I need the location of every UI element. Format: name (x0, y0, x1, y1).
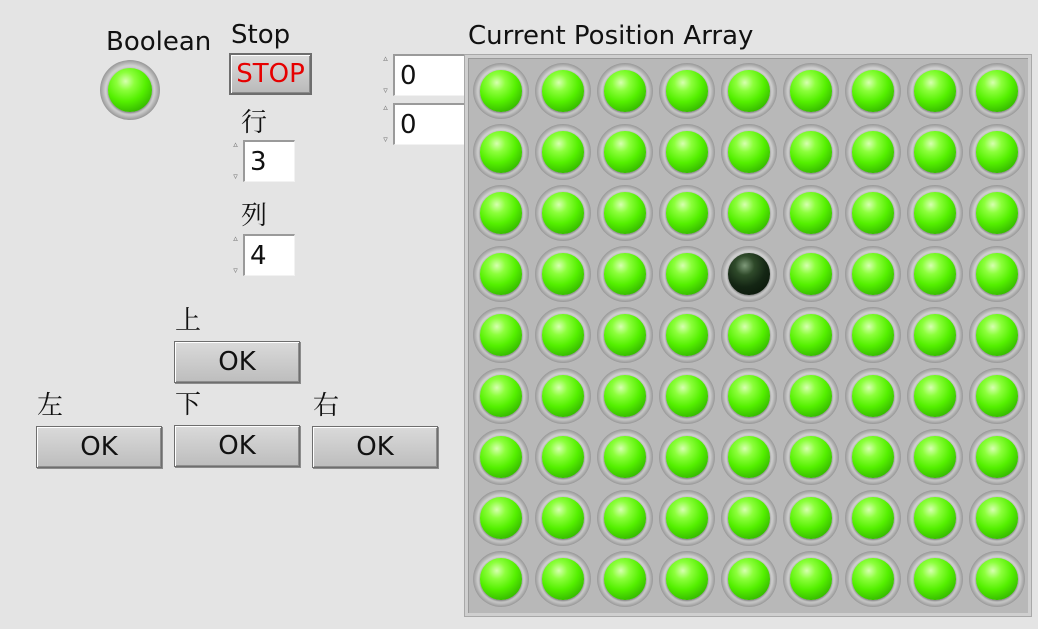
led-indicator-on (597, 429, 653, 485)
led-core (480, 253, 521, 294)
array-cell (842, 243, 904, 304)
array-cell (966, 487, 1028, 548)
led-indicator-on (659, 368, 715, 424)
array-cell (842, 426, 904, 487)
array-cell (532, 182, 594, 243)
up-label: 上 (175, 306, 202, 336)
array-cell (470, 487, 532, 548)
array-cell (966, 426, 1028, 487)
led-indicator-on (535, 551, 591, 607)
decrement-arrow-icon[interactable]: ▿ (233, 266, 238, 276)
led-core (480, 436, 521, 477)
led-indicator-on (721, 490, 777, 546)
led-core (666, 70, 707, 111)
led-grid (470, 60, 1028, 609)
led-core (542, 314, 583, 355)
led-core (728, 558, 769, 599)
stop-button[interactable]: STOP (229, 53, 312, 95)
array-cell (842, 60, 904, 121)
led-indicator-on (659, 490, 715, 546)
led-core (790, 70, 831, 111)
led-core (914, 314, 955, 355)
decrement-arrow-icon[interactable]: ▿ (233, 172, 238, 182)
led-core (790, 131, 831, 172)
led-indicator-on (473, 368, 529, 424)
led-core (728, 192, 769, 233)
array-cell (842, 548, 904, 609)
led-core (914, 436, 955, 477)
led-core (976, 497, 1017, 538)
left-ok-button[interactable]: OK (36, 426, 162, 468)
led-indicator-on (597, 124, 653, 180)
led-indicator-on (535, 124, 591, 180)
led-indicator-on (907, 124, 963, 180)
array-cell (656, 487, 718, 548)
led-indicator-on (907, 490, 963, 546)
array-cell (470, 60, 532, 121)
led-core (852, 192, 893, 233)
led-indicator-on (473, 307, 529, 363)
array-cell (842, 487, 904, 548)
led-indicator-on (597, 307, 653, 363)
led-indicator-on (597, 368, 653, 424)
array-cell (904, 365, 966, 426)
led-core (976, 375, 1017, 416)
array-title: Current Position Array (468, 21, 754, 51)
led-indicator-on (907, 246, 963, 302)
array-cell (470, 121, 532, 182)
array-cell (842, 182, 904, 243)
led-core (604, 314, 645, 355)
led-indicator-on (845, 551, 901, 607)
led-core (480, 497, 521, 538)
led-indicator-on (597, 63, 653, 119)
led-core (666, 253, 707, 294)
led-core (852, 131, 893, 172)
led-core (480, 314, 521, 355)
led-indicator-on (969, 307, 1025, 363)
led-indicator-on (969, 429, 1025, 485)
led-core (604, 497, 645, 538)
led-core (790, 558, 831, 599)
array-column-index-spinner[interactable] (379, 103, 392, 145)
led-core (728, 253, 769, 294)
array-cell (532, 60, 594, 121)
array-cell (718, 121, 780, 182)
led-core (914, 375, 955, 416)
led-core (542, 558, 583, 599)
down-label: 下 (175, 390, 202, 420)
array-cell (718, 182, 780, 243)
array-cell (904, 548, 966, 609)
led-core (604, 436, 645, 477)
led-core (666, 131, 707, 172)
led-core (914, 497, 955, 538)
array-cell (656, 243, 718, 304)
led-core (480, 192, 521, 233)
increment-arrow-icon[interactable]: ▵ (233, 140, 238, 150)
led-core (666, 192, 707, 233)
led-core (976, 192, 1017, 233)
led-indicator-on (845, 307, 901, 363)
array-column-index-control (379, 103, 465, 145)
led-core (914, 558, 955, 599)
led-indicator-on (907, 307, 963, 363)
array-cell (904, 60, 966, 121)
array-cell (842, 304, 904, 365)
array-cell (470, 548, 532, 609)
led-indicator-on (783, 429, 839, 485)
led-core (914, 253, 955, 294)
array-cell (780, 365, 842, 426)
array-row-index-input[interactable]: 0 (393, 54, 465, 96)
led-indicator-on (721, 429, 777, 485)
led-indicator-on (907, 368, 963, 424)
led-core (976, 70, 1017, 111)
right-label: 右 (313, 391, 340, 421)
led-core (666, 375, 707, 416)
array-cell (904, 304, 966, 365)
array-cell (594, 487, 656, 548)
led-indicator-on (659, 63, 715, 119)
array-column-index-input[interactable]: 0 (393, 103, 465, 145)
led-indicator-on (473, 185, 529, 241)
array-cell (532, 426, 594, 487)
column-input[interactable]: 4 (243, 234, 295, 276)
led-core (852, 558, 893, 599)
array-cell (656, 60, 718, 121)
led-indicator-on (473, 63, 529, 119)
led-core (542, 192, 583, 233)
led-core (480, 131, 521, 172)
led-indicator-on (907, 63, 963, 119)
array-cell (966, 60, 1028, 121)
led-core (604, 192, 645, 233)
led-core (542, 70, 583, 111)
array-cell (780, 60, 842, 121)
led-indicator-on (907, 551, 963, 607)
led-indicator-on (783, 185, 839, 241)
led-indicator-on (473, 551, 529, 607)
led-indicator-on (535, 185, 591, 241)
led-indicator-on (845, 368, 901, 424)
led-indicator-on (969, 246, 1025, 302)
led-core (604, 70, 645, 111)
increment-arrow-icon[interactable]: ▵ (383, 103, 388, 113)
led-core (728, 70, 769, 111)
led-indicator-on (659, 307, 715, 363)
led-indicator-on (907, 429, 963, 485)
led-indicator-on (969, 490, 1025, 546)
increment-arrow-icon[interactable]: ▵ (233, 234, 238, 244)
array-cell (656, 304, 718, 365)
array-cell (532, 243, 594, 304)
led-indicator-on (783, 124, 839, 180)
decrement-arrow-icon[interactable]: ▿ (383, 86, 388, 96)
array-cell (904, 182, 966, 243)
array-cell (780, 304, 842, 365)
led-core (480, 375, 521, 416)
led-core (852, 436, 893, 477)
array-cell (966, 548, 1028, 609)
array-cell (718, 548, 780, 609)
led-core (728, 375, 769, 416)
led-indicator-on (535, 429, 591, 485)
array-cell (966, 304, 1028, 365)
led-indicator-on (597, 551, 653, 607)
led-core (976, 253, 1017, 294)
led-core (852, 253, 893, 294)
led-indicator-on (535, 246, 591, 302)
led-indicator-on (969, 551, 1025, 607)
array-cell (966, 365, 1028, 426)
led-core (976, 436, 1017, 477)
led-indicator-on (783, 307, 839, 363)
array-cell (594, 365, 656, 426)
led-indicator-off (721, 246, 777, 302)
boolean-led-core (108, 68, 152, 112)
led-indicator-on (845, 63, 901, 119)
led-core (604, 253, 645, 294)
led-core (542, 253, 583, 294)
array-row-index-spinner[interactable] (379, 54, 392, 96)
array-cell (594, 426, 656, 487)
array-cell (842, 121, 904, 182)
led-core (790, 253, 831, 294)
array-cell (656, 365, 718, 426)
led-indicator-on (597, 490, 653, 546)
array-cell (532, 487, 594, 548)
led-indicator-on (535, 490, 591, 546)
led-core (666, 436, 707, 477)
led-core (790, 314, 831, 355)
array-cell (780, 243, 842, 304)
array-cell (470, 365, 532, 426)
array-cell (718, 365, 780, 426)
led-core (852, 314, 893, 355)
right-ok-button[interactable]: OK (312, 426, 438, 468)
array-cell (594, 304, 656, 365)
array-cell (780, 426, 842, 487)
array-cell (718, 304, 780, 365)
led-core (604, 131, 645, 172)
led-core (604, 558, 645, 599)
led-core (480, 558, 521, 599)
led-indicator-on (659, 246, 715, 302)
row-label: 行 (241, 108, 268, 138)
led-indicator-on (473, 124, 529, 180)
array-row-index-control (379, 54, 465, 96)
led-core (480, 70, 521, 111)
array-cell (470, 182, 532, 243)
array-cell (656, 548, 718, 609)
led-core (790, 436, 831, 477)
row-spinner[interactable] (229, 140, 242, 182)
array-cell (532, 121, 594, 182)
array-cell (470, 426, 532, 487)
led-indicator-on (535, 63, 591, 119)
led-indicator-on (597, 185, 653, 241)
boolean-label: Boolean (106, 27, 212, 57)
decrement-arrow-icon[interactable]: ▿ (383, 135, 388, 145)
array-cell (594, 121, 656, 182)
led-core (728, 314, 769, 355)
stop-label: Stop (231, 20, 291, 50)
array-cell (718, 243, 780, 304)
led-indicator-on (597, 246, 653, 302)
array-cell (718, 426, 780, 487)
led-core (728, 131, 769, 172)
array-cell (532, 365, 594, 426)
array-cell (966, 182, 1028, 243)
column-numeric-control (229, 234, 295, 276)
led-indicator-on (659, 124, 715, 180)
led-core (790, 192, 831, 233)
led-indicator-on (721, 63, 777, 119)
array-cell (532, 304, 594, 365)
array-cell (718, 487, 780, 548)
column-label: 列 (241, 201, 268, 231)
led-indicator-on (845, 185, 901, 241)
led-indicator-on (969, 368, 1025, 424)
led-core (914, 70, 955, 111)
left-label: 左 (37, 391, 64, 421)
led-indicator-on (721, 551, 777, 607)
led-indicator-on (845, 246, 901, 302)
led-indicator-on (969, 185, 1025, 241)
down-ok-button[interactable]: OK (174, 425, 300, 467)
led-indicator-on (845, 124, 901, 180)
led-indicator-on (845, 490, 901, 546)
led-core (852, 497, 893, 538)
array-cell (966, 121, 1028, 182)
led-core (728, 436, 769, 477)
led-core (790, 497, 831, 538)
array-cell (470, 243, 532, 304)
array-cell (904, 426, 966, 487)
led-core (666, 314, 707, 355)
led-core (852, 70, 893, 111)
led-indicator-on (659, 185, 715, 241)
array-cell (532, 548, 594, 609)
array-cell (780, 182, 842, 243)
led-indicator-on (535, 307, 591, 363)
led-core (976, 558, 1017, 599)
led-indicator-on (783, 63, 839, 119)
led-indicator-on (473, 490, 529, 546)
led-core (666, 558, 707, 599)
array-cell (594, 60, 656, 121)
array-cell (904, 121, 966, 182)
led-core (914, 131, 955, 172)
led-indicator-on (783, 246, 839, 302)
array-cell (470, 304, 532, 365)
led-core (542, 436, 583, 477)
array-cell (780, 548, 842, 609)
led-core (728, 497, 769, 538)
increment-arrow-icon[interactable]: ▵ (383, 54, 388, 64)
array-cell (904, 243, 966, 304)
led-indicator-on (969, 124, 1025, 180)
array-cell (594, 182, 656, 243)
array-cell (594, 243, 656, 304)
boolean-led-indicator (100, 60, 160, 120)
led-core (542, 375, 583, 416)
array-cell (966, 243, 1028, 304)
array-cell (904, 487, 966, 548)
current-position-array (465, 55, 1031, 616)
led-indicator-on (721, 307, 777, 363)
led-core (790, 375, 831, 416)
led-indicator-on (535, 368, 591, 424)
led-indicator-on (783, 490, 839, 546)
led-core (914, 192, 955, 233)
led-indicator-on (845, 429, 901, 485)
led-indicator-on (721, 124, 777, 180)
led-indicator-on (659, 551, 715, 607)
led-indicator-on (783, 368, 839, 424)
led-indicator-on (473, 246, 529, 302)
led-core (542, 497, 583, 538)
led-indicator-on (659, 429, 715, 485)
led-indicator-on (907, 185, 963, 241)
led-core (976, 314, 1017, 355)
array-cell (780, 487, 842, 548)
column-spinner[interactable] (229, 234, 242, 276)
led-core (666, 497, 707, 538)
row-numeric-control (229, 140, 295, 182)
array-cell (656, 182, 718, 243)
array-cell (842, 365, 904, 426)
led-core (976, 131, 1017, 172)
up-ok-button[interactable]: OK (174, 341, 300, 383)
led-indicator-on (969, 63, 1025, 119)
array-cell (780, 121, 842, 182)
row-input[interactable]: 3 (243, 140, 295, 182)
led-indicator-on (721, 368, 777, 424)
array-cell (656, 121, 718, 182)
led-indicator-on (721, 185, 777, 241)
led-core (604, 375, 645, 416)
array-cell (594, 548, 656, 609)
array-cell (718, 60, 780, 121)
led-indicator-on (783, 551, 839, 607)
led-core (852, 375, 893, 416)
led-core (542, 131, 583, 172)
led-indicator-on (473, 429, 529, 485)
array-cell (656, 426, 718, 487)
